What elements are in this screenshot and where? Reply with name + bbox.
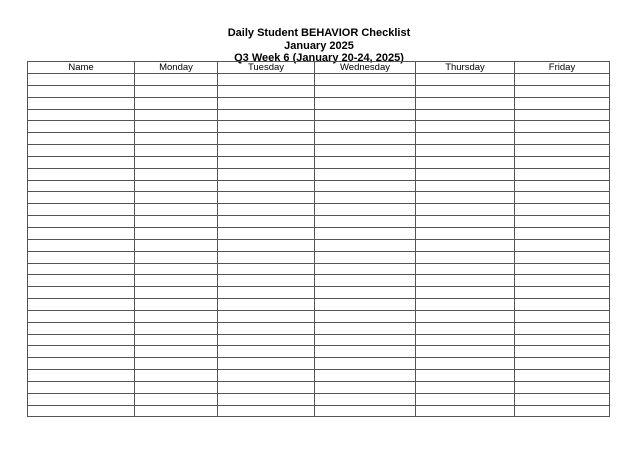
cell-tuesday[interactable] xyxy=(218,381,315,393)
table-row xyxy=(28,156,610,168)
cell-wednesday[interactable] xyxy=(315,263,416,275)
cell-friday[interactable] xyxy=(515,156,610,168)
table-row xyxy=(28,109,610,121)
column-header-monday: Monday xyxy=(135,62,218,74)
cell-tuesday[interactable] xyxy=(218,358,315,370)
cell-wednesday[interactable] xyxy=(315,358,416,370)
table-row xyxy=(28,216,610,228)
cell-monday[interactable] xyxy=(135,393,218,405)
cell-name[interactable] xyxy=(28,239,135,251)
cell-thursday[interactable] xyxy=(416,251,515,263)
cell-thursday[interactable] xyxy=(416,227,515,239)
cell-friday[interactable] xyxy=(515,216,610,228)
table-row xyxy=(28,405,610,417)
cell-friday[interactable] xyxy=(515,85,610,97)
cell-friday[interactable] xyxy=(515,168,610,180)
cell-wednesday[interactable] xyxy=(315,216,416,228)
cell-thursday[interactable] xyxy=(416,334,515,346)
cell-tuesday[interactable] xyxy=(218,74,315,86)
cell-monday[interactable] xyxy=(135,180,218,192)
cell-thursday[interactable] xyxy=(416,216,515,228)
cell-tuesday[interactable] xyxy=(218,192,315,204)
cell-name[interactable] xyxy=(28,145,135,157)
cell-tuesday[interactable] xyxy=(218,121,315,133)
cell-thursday[interactable] xyxy=(416,310,515,322)
table-row xyxy=(28,322,610,334)
table-row xyxy=(28,180,610,192)
table-row xyxy=(28,121,610,133)
cell-thursday[interactable] xyxy=(416,168,515,180)
cell-thursday[interactable] xyxy=(416,393,515,405)
cell-tuesday[interactable] xyxy=(218,310,315,322)
cell-thursday[interactable] xyxy=(416,156,515,168)
cell-name[interactable] xyxy=(28,381,135,393)
cell-friday[interactable] xyxy=(515,180,610,192)
cell-friday[interactable] xyxy=(515,133,610,145)
cell-name[interactable] xyxy=(28,85,135,97)
column-header-wednesday: Wednesday xyxy=(315,62,416,74)
cell-tuesday[interactable] xyxy=(218,405,315,417)
table-row xyxy=(28,145,610,157)
cell-tuesday[interactable] xyxy=(218,346,315,358)
behavior-checklist-table xyxy=(27,61,610,417)
cell-friday[interactable] xyxy=(515,121,610,133)
cell-thursday[interactable] xyxy=(416,74,515,86)
cell-name[interactable] xyxy=(28,97,135,109)
cell-monday[interactable] xyxy=(135,227,218,239)
cell-monday[interactable] xyxy=(135,346,218,358)
cell-monday[interactable] xyxy=(135,310,218,322)
table-row xyxy=(28,227,610,239)
table-row xyxy=(28,275,610,287)
page-title: Daily Student BEHAVIOR Checklist xyxy=(227,27,411,39)
cell-monday[interactable] xyxy=(135,287,218,299)
cell-tuesday[interactable] xyxy=(218,334,315,346)
table-row xyxy=(28,287,610,299)
cell-thursday[interactable] xyxy=(416,263,515,275)
cell-friday[interactable] xyxy=(515,109,610,121)
cell-thursday[interactable] xyxy=(416,275,515,287)
table-row xyxy=(28,299,610,311)
cell-monday[interactable] xyxy=(135,251,218,263)
cell-name[interactable] xyxy=(28,168,135,180)
cell-name[interactable] xyxy=(28,322,135,334)
cell-tuesday[interactable] xyxy=(218,85,315,97)
cell-name[interactable] xyxy=(28,156,135,168)
table-row xyxy=(28,85,610,97)
table-row xyxy=(28,381,610,393)
cell-name[interactable] xyxy=(28,393,135,405)
cell-wednesday[interactable] xyxy=(315,239,416,251)
table-row xyxy=(28,204,610,216)
cell-name[interactable] xyxy=(28,358,135,370)
cell-friday[interactable] xyxy=(515,251,610,263)
cell-thursday[interactable] xyxy=(416,370,515,382)
cell-monday[interactable] xyxy=(135,97,218,109)
cell-monday[interactable] xyxy=(135,322,218,334)
cell-name[interactable] xyxy=(28,287,135,299)
cell-thursday[interactable] xyxy=(416,180,515,192)
cell-wednesday[interactable] xyxy=(315,74,416,86)
cell-friday[interactable] xyxy=(515,227,610,239)
cell-thursday[interactable] xyxy=(416,287,515,299)
cell-monday[interactable] xyxy=(135,216,218,228)
table-row xyxy=(28,370,610,382)
cell-name[interactable] xyxy=(28,370,135,382)
cell-wednesday[interactable] xyxy=(315,156,416,168)
cell-thursday[interactable] xyxy=(416,97,515,109)
cell-tuesday[interactable] xyxy=(218,145,315,157)
cell-wednesday[interactable] xyxy=(315,299,416,311)
cell-tuesday[interactable] xyxy=(218,393,315,405)
cell-thursday[interactable] xyxy=(416,381,515,393)
month-label: January 2025 xyxy=(284,39,354,52)
cell-monday[interactable] xyxy=(135,156,218,168)
table-row xyxy=(28,97,610,109)
cell-friday[interactable] xyxy=(515,358,610,370)
cell-friday[interactable] xyxy=(515,263,610,275)
table-row xyxy=(28,251,610,263)
cell-wednesday[interactable] xyxy=(315,192,416,204)
table-row xyxy=(28,346,610,358)
cell-name[interactable] xyxy=(28,192,135,204)
page-header xyxy=(0,27,638,65)
cell-name[interactable] xyxy=(28,346,135,358)
cell-name[interactable] xyxy=(28,263,135,275)
cell-friday[interactable] xyxy=(515,370,610,382)
cell-friday[interactable] xyxy=(515,275,610,287)
table-row xyxy=(28,74,610,86)
cell-wednesday[interactable] xyxy=(315,109,416,121)
cell-wednesday[interactable] xyxy=(315,346,416,358)
cell-monday[interactable] xyxy=(135,405,218,417)
cell-monday[interactable] xyxy=(135,299,218,311)
column-header-tuesday: Tuesday xyxy=(218,62,315,74)
cell-tuesday[interactable] xyxy=(218,156,315,168)
cell-tuesday[interactable] xyxy=(218,263,315,275)
cell-thursday[interactable] xyxy=(416,346,515,358)
cell-monday[interactable] xyxy=(135,381,218,393)
cell-thursday[interactable] xyxy=(416,85,515,97)
cell-monday[interactable] xyxy=(135,370,218,382)
cell-friday[interactable] xyxy=(515,145,610,157)
cell-wednesday[interactable] xyxy=(315,334,416,346)
table-row xyxy=(28,239,610,251)
cell-monday[interactable] xyxy=(135,145,218,157)
cell-thursday[interactable] xyxy=(416,133,515,145)
cell-wednesday[interactable] xyxy=(315,310,416,322)
cell-name[interactable] xyxy=(28,133,135,145)
cell-friday[interactable] xyxy=(515,239,610,251)
cell-wednesday[interactable] xyxy=(315,322,416,334)
cell-thursday[interactable] xyxy=(416,299,515,311)
header-row xyxy=(28,62,610,74)
cell-monday[interactable] xyxy=(135,74,218,86)
cell-monday[interactable] xyxy=(135,334,218,346)
cell-friday[interactable] xyxy=(515,381,610,393)
cell-name[interactable] xyxy=(28,227,135,239)
cell-tuesday[interactable] xyxy=(218,180,315,192)
cell-name[interactable] xyxy=(28,74,135,86)
cell-name[interactable] xyxy=(28,310,135,322)
cell-tuesday[interactable] xyxy=(218,251,315,263)
table-row xyxy=(28,310,610,322)
cell-monday[interactable] xyxy=(135,239,218,251)
cell-tuesday[interactable] xyxy=(218,109,315,121)
cell-monday[interactable] xyxy=(135,121,218,133)
cell-monday[interactable] xyxy=(135,358,218,370)
column-header-friday: Friday xyxy=(515,62,610,74)
cell-name[interactable] xyxy=(28,275,135,287)
cell-wednesday[interactable] xyxy=(315,227,416,239)
cell-wednesday[interactable] xyxy=(315,370,416,382)
column-header-name: Name xyxy=(28,62,135,74)
cell-monday[interactable] xyxy=(135,204,218,216)
cell-name[interactable] xyxy=(28,216,135,228)
cell-wednesday[interactable] xyxy=(315,393,416,405)
cell-tuesday[interactable] xyxy=(218,239,315,251)
cell-wednesday[interactable] xyxy=(315,145,416,157)
cell-thursday[interactable] xyxy=(416,405,515,417)
cell-friday[interactable] xyxy=(515,310,610,322)
cell-thursday[interactable] xyxy=(416,239,515,251)
cell-thursday[interactable] xyxy=(416,358,515,370)
cell-tuesday[interactable] xyxy=(218,227,315,239)
table-row xyxy=(28,168,610,180)
week-label: Q3 Week 6 (January 20-24, 2025) xyxy=(234,52,404,64)
table-row xyxy=(28,263,610,275)
cell-name[interactable] xyxy=(28,405,135,417)
cell-tuesday[interactable] xyxy=(218,133,315,145)
cell-name[interactable] xyxy=(28,109,135,121)
cell-friday[interactable] xyxy=(515,393,610,405)
cell-name[interactable] xyxy=(28,251,135,263)
cell-friday[interactable] xyxy=(515,287,610,299)
cell-wednesday[interactable] xyxy=(315,204,416,216)
cell-monday[interactable] xyxy=(135,168,218,180)
cell-monday[interactable] xyxy=(135,192,218,204)
cell-friday[interactable] xyxy=(515,299,610,311)
cell-tuesday[interactable] xyxy=(218,97,315,109)
cell-friday[interactable] xyxy=(515,192,610,204)
cell-wednesday[interactable] xyxy=(315,287,416,299)
cell-wednesday[interactable] xyxy=(315,251,416,263)
cell-tuesday[interactable] xyxy=(218,299,315,311)
cell-tuesday[interactable] xyxy=(218,322,315,334)
cell-wednesday[interactable] xyxy=(315,121,416,133)
cell-name[interactable] xyxy=(28,180,135,192)
cell-tuesday[interactable] xyxy=(218,168,315,180)
cell-monday[interactable] xyxy=(135,275,218,287)
cell-wednesday[interactable] xyxy=(315,85,416,97)
cell-friday[interactable] xyxy=(515,204,610,216)
cell-friday[interactable] xyxy=(515,346,610,358)
cell-thursday[interactable] xyxy=(416,121,515,133)
cell-wednesday[interactable] xyxy=(315,133,416,145)
cell-thursday[interactable] xyxy=(416,192,515,204)
cell-name[interactable] xyxy=(28,334,135,346)
cell-friday[interactable] xyxy=(515,405,610,417)
cell-friday[interactable] xyxy=(515,97,610,109)
cell-wednesday[interactable] xyxy=(315,275,416,287)
cell-wednesday[interactable] xyxy=(315,180,416,192)
cell-tuesday[interactable] xyxy=(218,204,315,216)
table-row xyxy=(28,393,610,405)
table-row xyxy=(28,133,610,145)
cell-monday[interactable] xyxy=(135,85,218,97)
cell-thursday[interactable] xyxy=(416,145,515,157)
cell-friday[interactable] xyxy=(515,322,610,334)
cell-wednesday[interactable] xyxy=(315,405,416,417)
cell-wednesday[interactable] xyxy=(315,381,416,393)
cell-wednesday[interactable] xyxy=(315,168,416,180)
table-body xyxy=(28,74,610,417)
cell-thursday[interactable] xyxy=(416,109,515,121)
cell-name[interactable] xyxy=(28,204,135,216)
cell-tuesday[interactable] xyxy=(218,275,315,287)
cell-wednesday[interactable] xyxy=(315,97,416,109)
cell-tuesday[interactable] xyxy=(218,216,315,228)
table-row xyxy=(28,192,610,204)
cell-name[interactable] xyxy=(28,121,135,133)
table-row xyxy=(28,358,610,370)
cell-friday[interactable] xyxy=(515,74,610,86)
table-row xyxy=(28,334,610,346)
cell-thursday[interactable] xyxy=(416,204,515,216)
cell-name[interactable] xyxy=(28,299,135,311)
cell-thursday[interactable] xyxy=(416,322,515,334)
cell-monday[interactable] xyxy=(135,133,218,145)
cell-friday[interactable] xyxy=(515,334,610,346)
cell-monday[interactable] xyxy=(135,109,218,121)
cell-monday[interactable] xyxy=(135,263,218,275)
cell-tuesday[interactable] xyxy=(218,370,315,382)
cell-tuesday[interactable] xyxy=(218,287,315,299)
column-header-thursday: Thursday xyxy=(416,62,515,74)
